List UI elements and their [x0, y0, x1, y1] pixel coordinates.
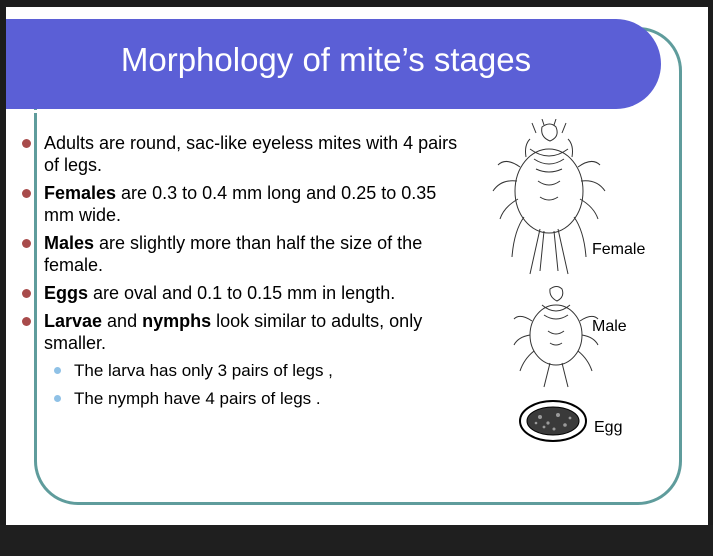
bullet-item — [22, 132, 462, 176]
bullet-text: and — [102, 311, 143, 331]
sub-bullet-item — [52, 360, 462, 382]
bullet-text: are slightly more than half the size of the female. — [44, 233, 423, 275]
bullet-item — [22, 182, 462, 226]
bullet-text: Adults are round, sac-like eyeless mites with 4 pairs of legs. — [44, 133, 458, 175]
bullet-dot-icon — [22, 139, 31, 148]
bullet-text: are oval and 0.1 to 0.15 mm in length. — [88, 283, 396, 303]
male-label: Male — [592, 318, 627, 335]
bullet-item — [22, 282, 462, 304]
bullet-bold: Females — [44, 183, 117, 203]
bullet-dot-icon — [22, 289, 31, 298]
slide-title: Morphology of mite’s stages — [120, 41, 532, 78]
egg-illustration — [518, 399, 588, 443]
sub-bullet-text: The nymph have 4 pairs of legs . — [74, 389, 321, 408]
bullet-bold: Males — [44, 233, 95, 253]
sub-bullet-list — [52, 360, 462, 410]
bottom-strip — [0, 525, 713, 556]
bullet-list — [22, 132, 462, 416]
title-bar — [6, 19, 661, 109]
sub-bullet-item — [52, 388, 462, 410]
title-underline — [6, 110, 626, 113]
bullet-item — [22, 310, 462, 410]
slide — [6, 7, 708, 525]
female-label: Female — [592, 241, 646, 258]
sub-bullet-text: The larva has only 3 pairs of legs , — [74, 361, 333, 380]
bullet-bold: Eggs — [44, 283, 89, 303]
egg-label: Egg — [594, 419, 623, 436]
bullet-item — [22, 232, 462, 276]
male-mite-illustration — [512, 285, 602, 389]
bullet-bold: Larvae — [44, 311, 103, 331]
bullet-bold: nymphs — [142, 311, 212, 331]
bullet-dot-icon — [22, 317, 31, 326]
sub-bullet-dot-icon — [54, 395, 61, 402]
bullet-dot-icon — [22, 189, 31, 198]
female-mite-illustration — [490, 119, 608, 279]
bullet-dot-icon — [22, 239, 31, 248]
sub-bullet-dot-icon — [54, 367, 61, 374]
bullet-text: are 0.3 to 0.4 mm long and 0.25 to 0.35 mm wide. — [44, 183, 437, 225]
bullet-text: look similar to adults, only smaller. — [44, 311, 423, 353]
